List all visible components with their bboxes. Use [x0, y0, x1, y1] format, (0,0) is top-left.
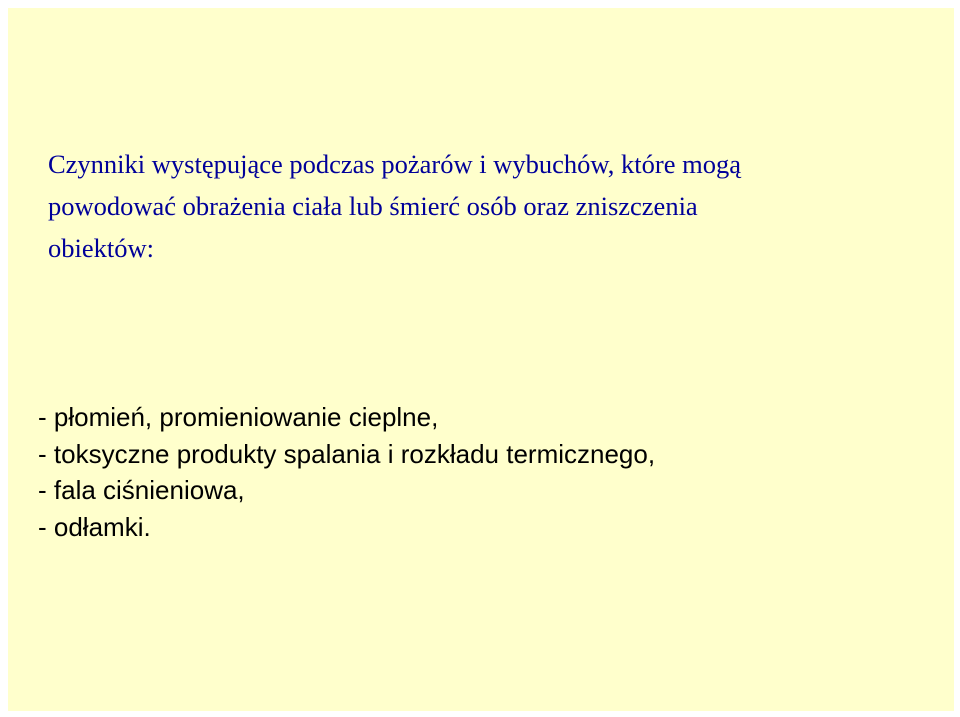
list-item: - fala ciśnieniowa,	[38, 475, 245, 505]
slide-heading	[48, 143, 928, 269]
heading-line-3: obiektów:	[48, 233, 154, 263]
slide	[8, 8, 954, 711]
list-item: - toksyczne produkty spalania i rozkładu termicznego,	[38, 438, 656, 469]
factors-list	[38, 399, 938, 545]
list-item: - odłamki.	[38, 511, 151, 542]
heading-line-1: Czynniki występujące podczas pożarów i wybuchów, które mogą	[48, 149, 741, 179]
heading-line-2: powodować obrażenia ciała lub śmierć osób oraz zniszczenia	[48, 191, 698, 221]
list-item: - płomień, promieniowanie cieplne,	[38, 402, 439, 432]
